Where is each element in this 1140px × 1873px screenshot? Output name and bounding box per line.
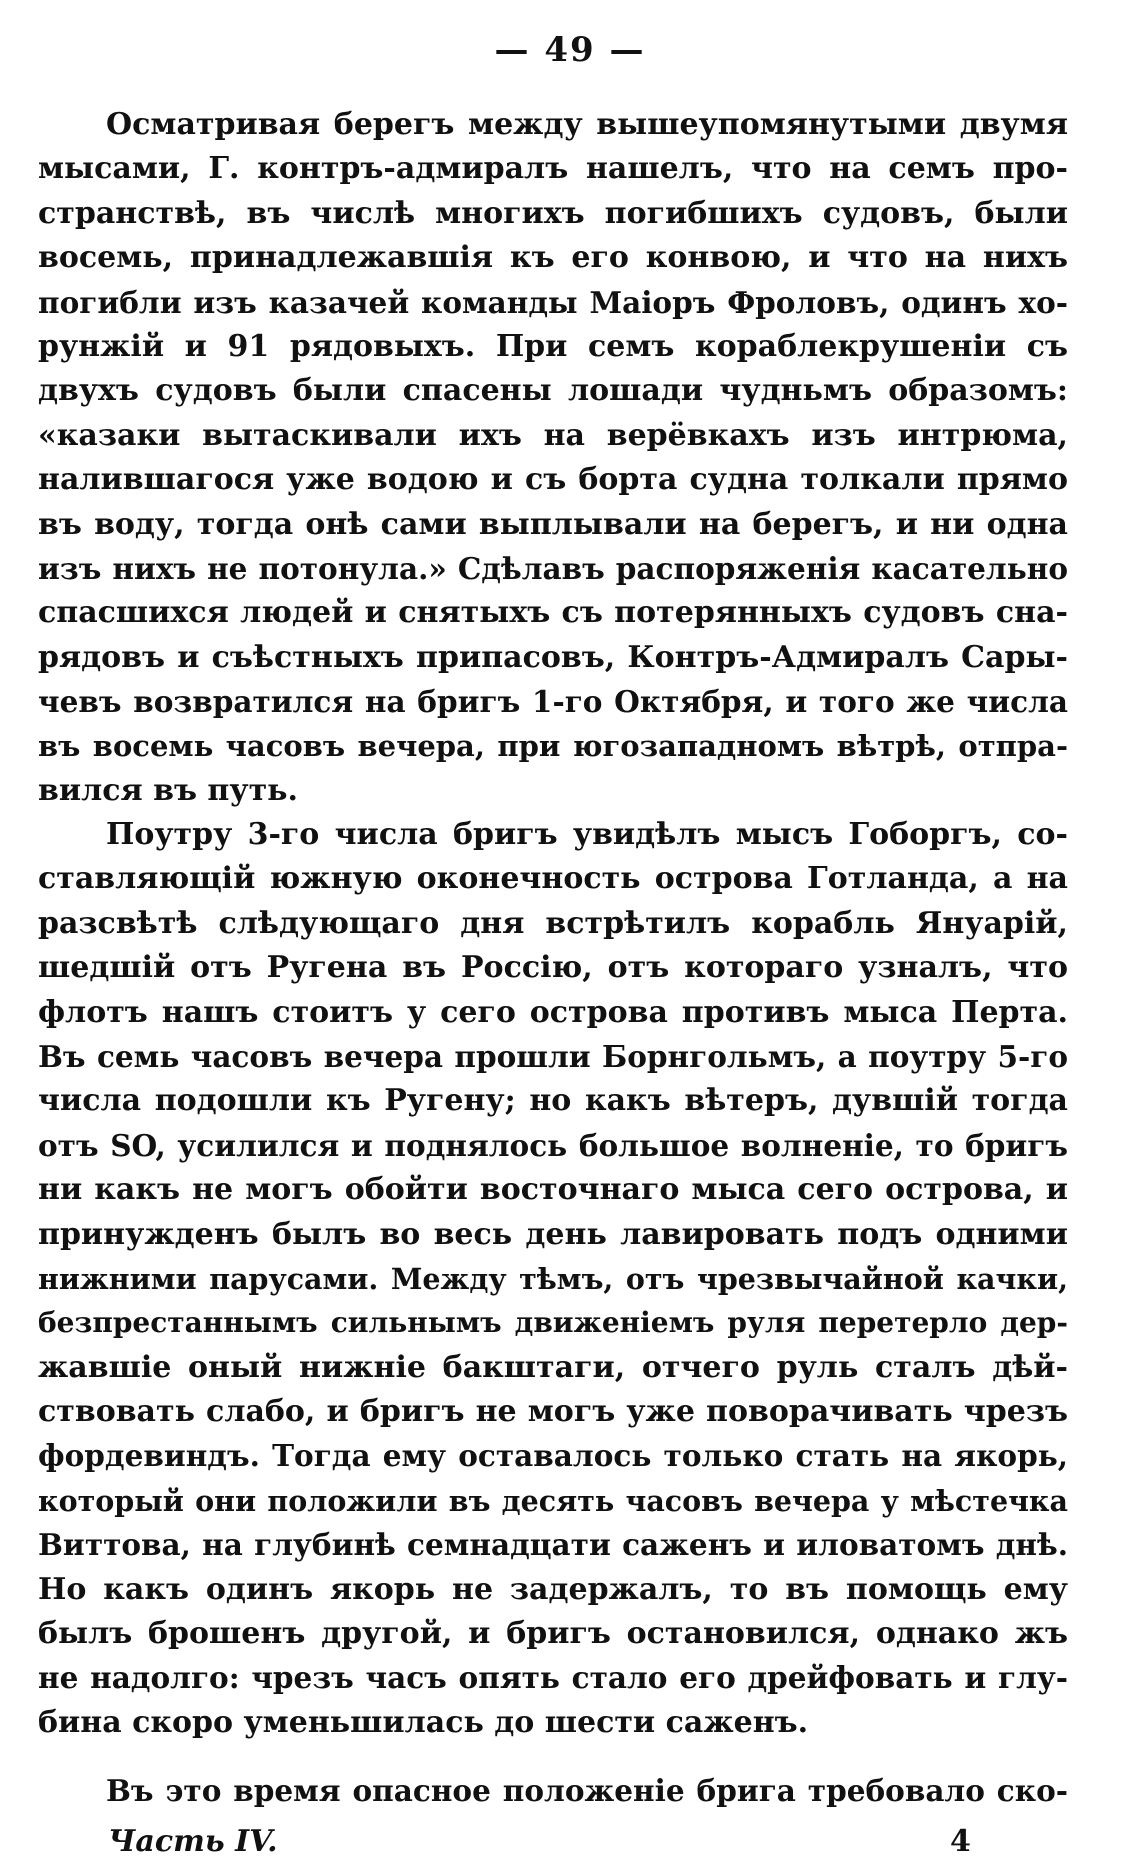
text-line: безпрестаннымъ сильнымъ движеніемъ руля перетерло дер- — [38, 1306, 1068, 1340]
page-number: — 49 — — [494, 30, 646, 70]
text-line: флотъ нашъ стоитъ у сего острова противъ мыса Перта. — [38, 994, 1068, 1030]
paragraph-1 — [38, 103, 1068, 813]
text-line: странствѣ, въ числѣ многихъ погибшихъ судовъ, были — [38, 195, 1068, 231]
text-line: былъ брошенъ другой, и бригъ остановился, однако жъ — [38, 1616, 1068, 1652]
text-line: спасшихся людей и снятыхъ съ потерянныхъ судовъ сна- — [38, 595, 1068, 631]
text-line: «казаки вытаскивали ихъ на верёвкахъ изъ интрюма, — [38, 417, 1068, 453]
text-line: шедшій отъ Ругена въ Россію, отъ котораго узналъ, что — [38, 950, 1068, 986]
signature-mark: Часть IV. — [108, 1824, 278, 1859]
text-line: вился въ путь. — [38, 772, 298, 808]
text-line: числа подошли къ Ругену; но какъ вѣтеръ, дувшій тогда — [38, 1083, 1068, 1119]
text-line: въ восемь часовъ вечера, при югозападномъ вѣтрѣ, отпра- — [38, 729, 1068, 764]
text-line: изъ нихъ не потонула.» Сдѣлавъ распоряженія касательно — [38, 550, 1068, 586]
text-line: погибли изъ казачей команды Маіоръ Фроловъ, одинъ хо- — [38, 284, 1068, 320]
paragraph-3 — [38, 1769, 1068, 1813]
text-line: Но какъ одинъ якорь не задержалъ, то въ помощь ему — [38, 1571, 1068, 1607]
text-line: восемь, принадлежавшія къ его конвою, и что на нихъ — [38, 240, 1068, 276]
text-line: нижними парусами. Между тѣмъ, отъ чрезвычайной качки, — [38, 1261, 1068, 1296]
text-line: двухъ судовъ были спасены лошади чудньмъ образомъ: — [38, 373, 1068, 409]
text-line: Въ это время опасное положеніе брига требовало ско- — [106, 1773, 1068, 1808]
text-line: мысами, Г. контръ-адмиралъ нашелъ, что на семъ про- — [38, 151, 1068, 187]
text-line: который они положили въ десять часовъ вечера у мѣстечка — [38, 1483, 1068, 1518]
text-line: Виттова, на глубинѣ семнадцати саженъ и иловатомъ днѣ. — [38, 1527, 1068, 1563]
text-line: ни какъ не могъ обойти восточнаго мыса сего острова, и — [38, 1172, 1068, 1208]
text-line: Въ семь часовъ вечера прошли Борнгольмъ, а поутру 5-го — [38, 1038, 1068, 1074]
text-line: чевъ возвратился на бригъ 1-го Октября, и того же числа — [38, 684, 1068, 720]
paragraph-2 — [38, 813, 1068, 1745]
text-line: жавшіе оный нижніе бакштаги, отчего руль сталъ дѣй- — [38, 1349, 1068, 1385]
text-line: разсвѣтѣ слѣдующаго дня встрѣтилъ корабль Януарій, — [38, 905, 1068, 941]
text-line: принужденъ былъ во весь день лавировать подъ одними — [38, 1216, 1068, 1252]
text-line: фордевиндъ. Тогда ему оставалось только стать на якорь, — [38, 1438, 1068, 1474]
text-line: Осматривая берегъ между вышеупомянутыми двумя — [106, 107, 1068, 142]
text-line: въ воду, тогда онѣ сами выплывали на берегъ, и ни одна — [38, 506, 1068, 542]
text-line: ставляющій южную оконечность острова Готланда, а на — [38, 861, 1068, 897]
text-line: налившагося уже водою и съ борта судна толкали прямо — [38, 462, 1068, 498]
text-line: ствовать слабо, и бригъ не могъ уже поворачивать чрезъ — [38, 1394, 1068, 1430]
sheet-number: 4 — [950, 1824, 971, 1859]
text-line: отъ SO, усилился и поднялось большое волненіе, то бригъ — [38, 1127, 1068, 1163]
text-line: рядовъ и съѣстныхъ припасовъ, Контръ-Адмиралъ Сары- — [38, 639, 1068, 675]
text-line: Поутру 3-го числа бригъ увидѣлъ мысъ Гоборгъ, со- — [106, 817, 1068, 852]
text-line: бина скоро уменьшилась до шести саженъ. — [38, 1704, 809, 1740]
text-line: рунжій и 91 рядовыхъ. При семъ кораблекрушеніи съ — [38, 328, 1068, 364]
text-line: не надолго: чрезъ часъ опять стало его дрейфовать и глу- — [38, 1660, 1068, 1696]
